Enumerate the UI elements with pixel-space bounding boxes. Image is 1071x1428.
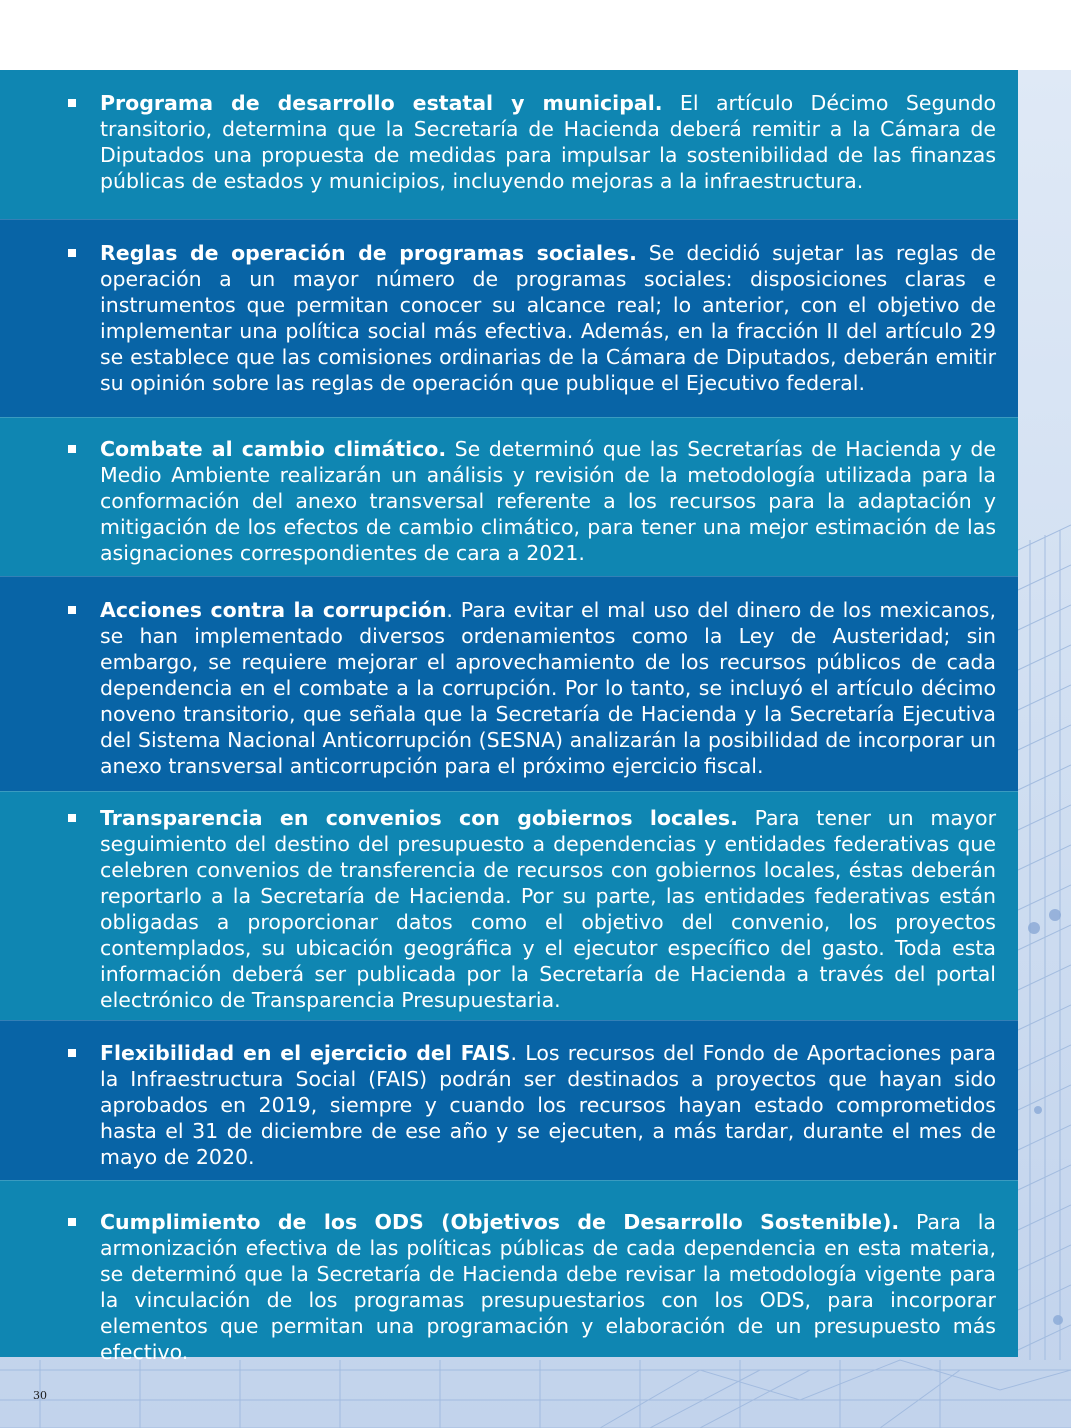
bullet-icon [68, 1218, 76, 1226]
list-item [0, 791, 1018, 1020]
list-item-title: Flexibilidad en el ejercicio del FAIS [100, 1041, 511, 1065]
list-item-text [100, 240, 996, 396]
list-item-title: Programa de desarrollo estatal y municipal. [100, 91, 663, 115]
bullet-icon [68, 814, 76, 822]
list-item-body: Se decidió sujetar las reglas de operación a un mayor número de programas sociales: disposiciones claras e instrumentos que permitan conocer su alcance real; lo anterior, con el objetivo de implementar una política social más efectiva. Además, en la fracción II del artículo 29 se establece que las comisiones ordinarias de la Cámara de Diputados, deberán emitir su opinión sobre las reglas de operación que publique el Ejecutivo federal. [100, 241, 996, 395]
list-item [0, 70, 1018, 219]
list-item-title: Combate al cambio climático. [100, 437, 447, 461]
list-item [0, 576, 1018, 791]
list-item-body: El artículo Décimo Segundo transitorio, determina que la Secretaría de Hacienda deberá remitir a la Cámara de Diputados una propuesta de medidas para impulsar la sostenibilidad de las finanzas públicas de estados y municipios, incluyendo mejoras a la infraestructura. [100, 91, 996, 193]
list-item [0, 219, 1018, 417]
list-item-body: Para tener un mayor seguimiento del destino del presupuesto a dependencias y entidades federativas que celebren convenios de transferencia de recursos con gobiernos locales, éstas deberán reportarlo a la Secretaría de Hacienda. Por su parte, las entidades federativas están obligadas a proporcionar datos como el objetivo del convenio, los proyectos contemplados, su ubicación geográfica y el ejecutor específico del gasto. Toda esta información deberá ser publicada por la Secretaría de Hacienda a través del portal electrónico de Transparencia Presupuestaria. [100, 806, 996, 1012]
list-item-text [100, 1209, 996, 1365]
list-item [0, 1180, 1018, 1364]
list-item-title: Acciones contra la corrupción [100, 598, 447, 622]
list-item-text [100, 805, 996, 1013]
list-item-title: Transparencia en convenios con gobiernos locales. [100, 806, 738, 830]
bullet-icon [68, 1049, 76, 1057]
list-item-text [100, 1040, 996, 1170]
list-item-body: . Los recursos del Fondo de Aportaciones para la Infraestructura Social (FAIS) podrán ser destinados a proyectos que hayan sido aprobados en 2019, siempre y cuando los recursos hayan estado comprometidos hasta el 31 de diciembre de ese año y se ejecuten, a más tardar, durante el mes de mayo de 2020. [100, 1041, 996, 1169]
list-item-body: Para la armonización efectiva de las políticas públicas de cada dependencia en esta materia, se determinó que la Secretaría de Hacienda debe revisar la metodología vigente para la vinculación de los programas presupuestarios con los ODS, para incorporar elementos que permitan una programación y elaboración de un presupuesto más efectivo. [100, 1210, 996, 1364]
bullet-icon [68, 249, 76, 257]
list-item-title: Reglas de operación de programas sociales. [100, 241, 637, 265]
list-item-body: . Para evitar el mal uso del dinero de los mexicanos, se han implementado diversos ordenamientos como la Ley de Austeridad; sin embargo, se requiere mejorar el aprovechamiento de los recursos públicos de cada dependencia en el combate a la corrupción. Por lo tanto, se incluyó el artículo décimo noveno transitorio, que señala que la Secretaría de Hacienda y la Secretaría Ejecutiva del Sistema Nacional Anticorrupción (SESNA) analizarán la posibilidad de incorporar un anexo transversal anticorrupción para el próximo ejercicio fiscal. [100, 598, 997, 778]
list-item-text [100, 90, 996, 194]
bullet-icon [68, 606, 76, 614]
bullet-icon [68, 445, 76, 453]
list-item-body: Se determinó que las Secretarías de Hacienda y de Medio Ambiente realizarán un análisis y revisión de la metodología utilizada para la conformación del anexo transversal referente a los recursos para la adaptación y mitigación de los efectos de cambio climático, para tener una mejor estimación de las asignaciones correspondientes de cara a 2021. [100, 437, 996, 565]
list-item [0, 1020, 1018, 1180]
list-item-text [100, 436, 996, 566]
list-item-title: Cumplimiento de los ODS (Objetivos de Desarrollo Sostenible). [100, 1210, 900, 1234]
list-item [0, 417, 1018, 576]
bullet-icon [68, 99, 76, 107]
page-number: 30 [33, 1389, 47, 1402]
content-panel [0, 70, 1018, 1364]
list-item-text [100, 597, 996, 779]
